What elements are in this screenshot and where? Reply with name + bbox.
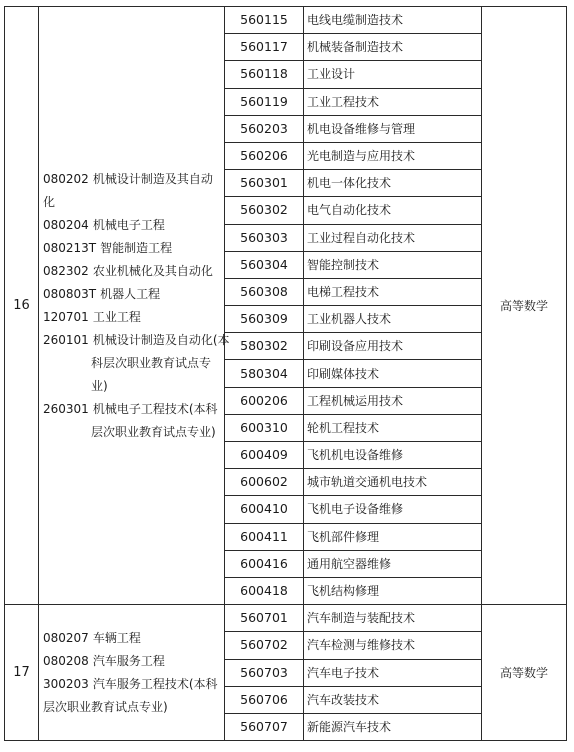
undergrad-major-name: 智能制造工程 [100,240,173,255]
undergrad-major [43,673,222,696]
vocational-major-code: 560309 [225,306,304,333]
undergrad-major-code: 080207 [43,630,89,645]
vocational-major-code: 580302 [225,333,304,360]
vocational-major-name: 通用航空器维修 [304,550,482,577]
vocational-major-name: 汽车制造与装配技术 [304,605,482,632]
undergrad-major-name: 机械电子工程 [92,217,165,232]
vocational-major-name: 工业工程技术 [304,88,482,115]
group-index: 17 [5,605,39,741]
vocational-major-code: 600416 [225,550,304,577]
vocational-major-code: 560119 [225,88,304,115]
vocational-major-name: 机电设备维修与管理 [304,115,482,142]
vocational-major-code: 560308 [225,278,304,305]
major-mapping-table [4,6,567,741]
vocational-major-name: 飞机结构修理 [304,577,482,604]
table-row [5,7,567,34]
vocational-major-name: 工业设计 [304,61,482,88]
undergrad-major-code: 300203 [43,676,89,691]
vocational-major-code: 560118 [225,61,304,88]
vocational-major-code: 600411 [225,523,304,550]
vocational-major-name: 印刷媒体技术 [304,360,482,387]
exam-subject: 高等数学 [482,605,567,741]
table-row [5,605,567,632]
vocational-major-name: 印刷设备应用技术 [304,333,482,360]
undergrad-major-code: 080803T [43,286,97,301]
vocational-major-code: 560301 [225,170,304,197]
vocational-major-name: 城市轨道交通机电技术 [304,469,482,496]
undergrad-major [43,237,222,260]
vocational-major-name: 工业过程自动化技术 [304,224,482,251]
undergrad-major [43,627,222,650]
vocational-major-code: 560115 [225,7,304,34]
undergrad-major [43,306,222,329]
undergrad-major [43,650,222,673]
undergrad-major [43,329,230,352]
undergrad-major-code: 080208 [43,653,89,668]
vocational-major-name: 工程机械运用技术 [304,387,482,414]
undergrad-major-name-continued: 科层次职业教育试点专业) [91,355,212,393]
undergrad-major [43,260,222,283]
vocational-major-code: 560117 [225,34,304,61]
vocational-major-name: 工业机器人技术 [304,306,482,333]
undergrad-major-code: 080202 [43,171,89,186]
vocational-major-name: 汽车电子技术 [304,659,482,686]
undergrad-major-name-continued: 化 [43,194,56,209]
undergrad-major-code: 080204 [43,217,89,232]
vocational-major-name: 汽车检测与维修技术 [304,632,482,659]
undergrad-majors-cell [39,605,225,741]
undergrad-major [43,398,222,421]
undergrad-major-code: 080213T [43,240,97,255]
undergrad-major-name: 农业机械化及其自动化 [92,263,213,278]
vocational-major-code: 580304 [225,360,304,387]
vocational-major-name: 汽车改装技术 [304,686,482,713]
vocational-major-code: 560702 [225,632,304,659]
table-body [5,7,567,741]
undergrad-major-code: 260301 [43,401,89,416]
vocational-major-name: 电梯工程技术 [304,278,482,305]
vocational-major-code: 560706 [225,686,304,713]
vocational-major-name: 轮机工程技术 [304,414,482,441]
vocational-major-code: 600602 [225,469,304,496]
undergrad-major-name-continued: 层次职业教育试点专业) [91,424,216,439]
vocational-major-name: 飞机部件修理 [304,523,482,550]
undergrad-major-name: 汽车服务工程 [92,653,165,668]
undergrad-major-name-continued: 层次职业教育试点专业) [43,699,168,714]
undergrad-major [43,283,222,306]
undergrad-major-name: 机械设计制造及其自动 [92,171,213,186]
vocational-major-code: 560304 [225,251,304,278]
undergrad-major-code: 120701 [43,309,89,324]
vocational-major-name: 飞机机电设备维修 [304,442,482,469]
vocational-major-code: 560701 [225,605,304,632]
vocational-major-code: 600410 [225,496,304,523]
undergrad-major [43,214,222,237]
undergrad-majors-cell [39,7,230,605]
vocational-major-code: 600409 [225,442,304,469]
undergrad-major-name: 机械电子工程技术(本科 [92,401,218,416]
vocational-major-code: 600418 [225,577,304,604]
vocational-major-code: 560303 [225,224,304,251]
exam-subject: 高等数学 [482,7,567,605]
vocational-major-code: 560703 [225,659,304,686]
undergrad-major [43,168,222,191]
vocational-major-code: 560203 [225,115,304,142]
undergrad-major-code: 082302 [43,263,89,278]
undergrad-major-name: 机器人工程 [100,286,161,301]
vocational-major-name: 飞机电子设备维修 [304,496,482,523]
undergrad-major-name: 汽车服务工程技术(本科 [92,676,218,691]
vocational-major-name: 智能控制技术 [304,251,482,278]
vocational-major-code: 600310 [225,414,304,441]
vocational-major-name: 机电一体化技术 [304,170,482,197]
vocational-major-code: 560302 [225,197,304,224]
undergrad-major-name: 车辆工程 [92,630,141,645]
group-index: 16 [5,7,39,605]
undergrad-major-name: 机械设计制造及自动化(本 [92,332,230,347]
undergrad-major-name: 工业工程 [92,309,141,324]
vocational-major-name: 光电制造与应用技术 [304,142,482,169]
vocational-major-name: 机械装备制造技术 [304,34,482,61]
vocational-major-code: 560206 [225,142,304,169]
undergrad-major-code: 260101 [43,332,89,347]
vocational-major-name: 电气自动化技术 [304,197,482,224]
vocational-major-name: 电线电缆制造技术 [304,7,482,34]
vocational-major-code: 600206 [225,387,304,414]
vocational-major-code: 560707 [225,713,304,740]
vocational-major-name: 新能源汽车技术 [304,713,482,740]
